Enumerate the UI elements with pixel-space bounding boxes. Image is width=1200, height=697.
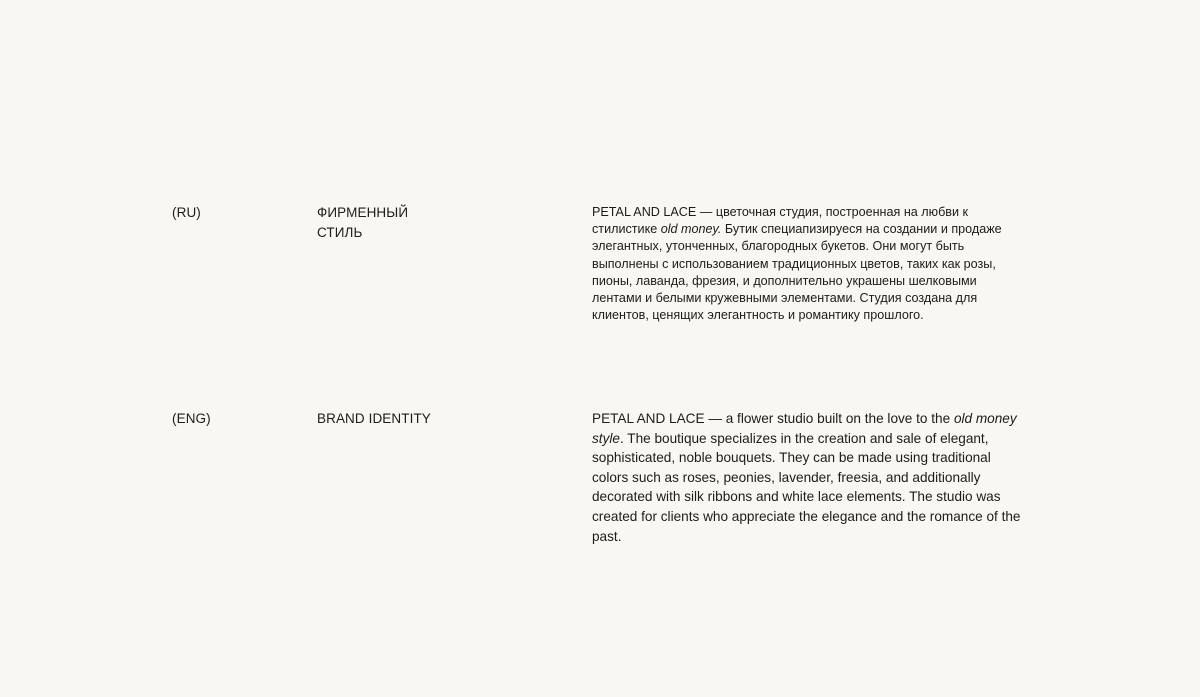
description-en bbox=[592, 409, 1024, 546]
heading-line-1: ФИРМЕННЫЙ bbox=[317, 205, 409, 220]
section-heading-ru bbox=[317, 203, 408, 243]
description-en-rest: . The boutique specializes in the creation and sale of elegant, sophisticated, noble bouquets. They can be made using traditional colors such as roses, peonies, lavender, freesia, and additionally decorated with silk ribbons and white lace elements. The studio was created for clients who appreciate the elegance and the romance of the past. bbox=[592, 430, 1021, 544]
description-ru bbox=[592, 204, 1024, 324]
language-label-ru: (RU) bbox=[172, 205, 201, 220]
language-label-en: (ENG) bbox=[172, 411, 211, 426]
heading-line-2: СТИЛЬ bbox=[317, 225, 363, 240]
description-en-start: PETAL AND LACE — a flower studio built on the love to the bbox=[592, 411, 954, 426]
description-ru-italic: old money. bbox=[660, 222, 722, 237]
description-en-italic: old money style bbox=[592, 411, 1017, 446]
description-ru-rest: Бутик специапизируеся на создании и продаже элегантных, утонченных, благородных букетов. Они могут быть выполнены с использованием традиционных цветов, таких как розы, пионы, лаванда, фрезия, и дополнительно украшены шелковыми лентами и белыми кружевными элементами. Студия создана для клиентов, ценящих элегантность и романтику прошлого. bbox=[592, 222, 1002, 323]
section-heading-en: BRAND IDENTITY bbox=[317, 411, 431, 426]
description-ru-start: PETAL AND LACE — цветочная студия, построенная на любви к стилистике bbox=[592, 205, 969, 237]
